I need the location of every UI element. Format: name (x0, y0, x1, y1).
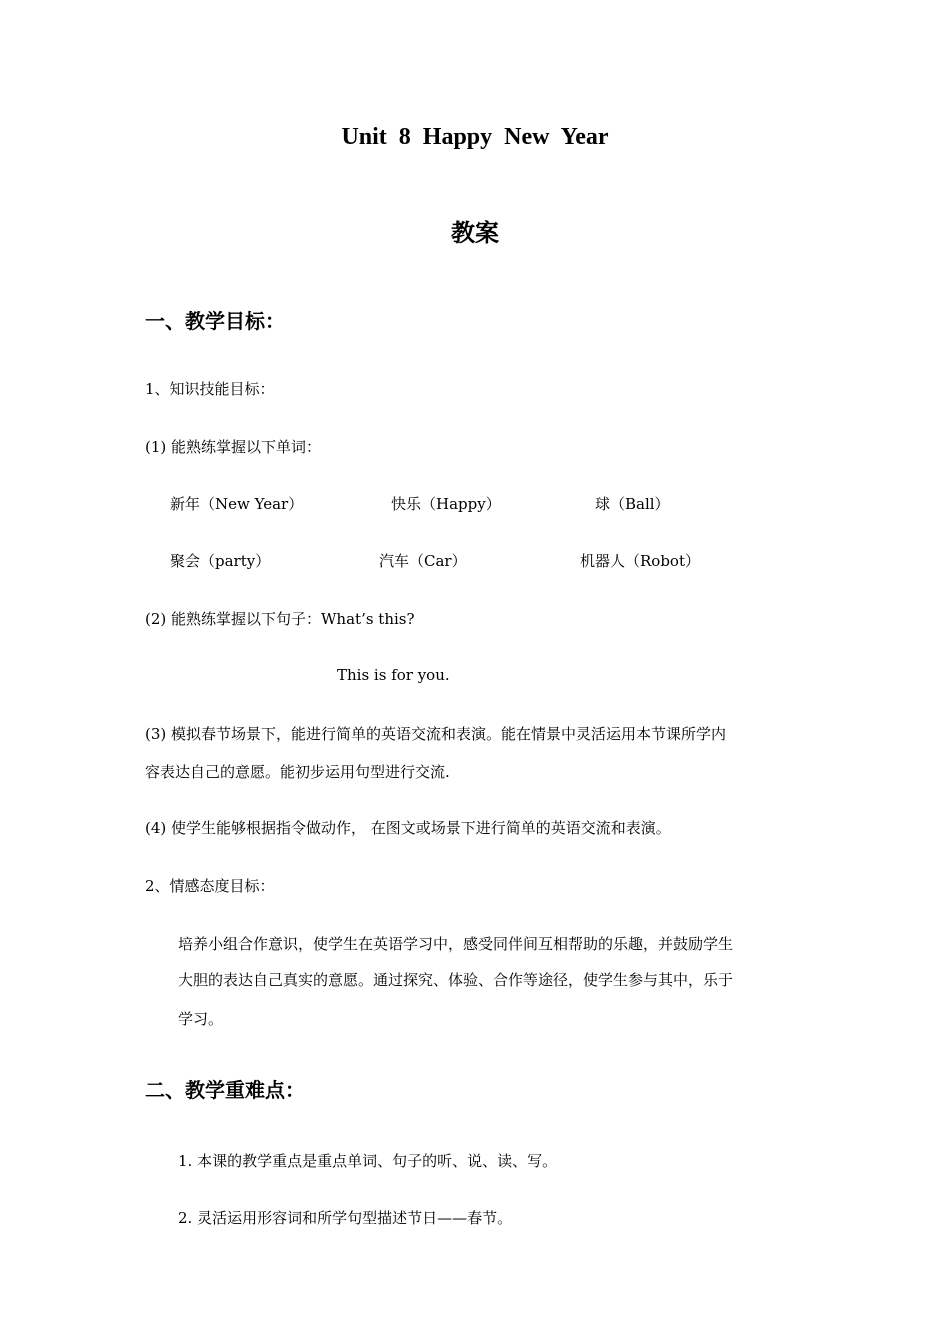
paragraph-line-2: 大胆的表达自己真实的意愿。通过探究、体验、合作等途径，使学生参与其中，乐于 (178, 971, 734, 989)
objective-item-1: (1) 能熟练掌握以下单词： (145, 438, 322, 456)
subheading-knowledge-skills: 1、知识技能目标： (145, 380, 275, 398)
objective-item-2-continued: This is for you. (337, 666, 450, 684)
objective-item-4: (4) 使学生能够根据指令做动作， 在图文或场景下进行简单的英语交流和表演。 (145, 819, 671, 837)
objective-item-3-line-2: 容表达自己的意愿。能初步运用句型进行交流. (145, 763, 450, 781)
subheading-emotional-attitude: 2、情感态度目标： (145, 877, 275, 895)
paragraph-line-1: 培养小组合作意识，使学生在英语学习中，感受同伴间互相帮助的乐趣，并鼓励学生 (178, 935, 734, 953)
objective-item-3-line-1: (3) 模拟春节场景下，能进行简单的英语交流和表演。能在情景中灵活运用本节课所学内 (145, 725, 727, 743)
objective-item-2: (2) 能熟练掌握以下句子：What’s this? (145, 610, 415, 628)
key-point-2: 2. 灵活运用形容词和所学句型描述节日——春节。 (178, 1209, 513, 1227)
vocab-word: 快乐（Happy） (391, 495, 501, 513)
vocab-word: 机器人（Robot） (580, 552, 700, 570)
vocab-word: 汽车（Car） (379, 552, 467, 570)
document-subtitle: 教案 (451, 218, 499, 247)
vocab-word: 聚会（party） (170, 552, 271, 570)
section-heading-objectives: 一、教学目标： (145, 309, 285, 333)
document-title: Unit 8 Happy New Year (341, 124, 609, 150)
paragraph-line-3: 学习。 (178, 1010, 224, 1028)
section-heading-key-difficulties: 二、教学重难点： (145, 1078, 305, 1102)
vocab-word: 球（Ball） (595, 495, 670, 513)
key-point-1: 1. 本课的教学重点是重点单词、句子的听、说、读、写。 (178, 1152, 558, 1170)
vocab-word: 新年（New Year） (170, 495, 304, 513)
